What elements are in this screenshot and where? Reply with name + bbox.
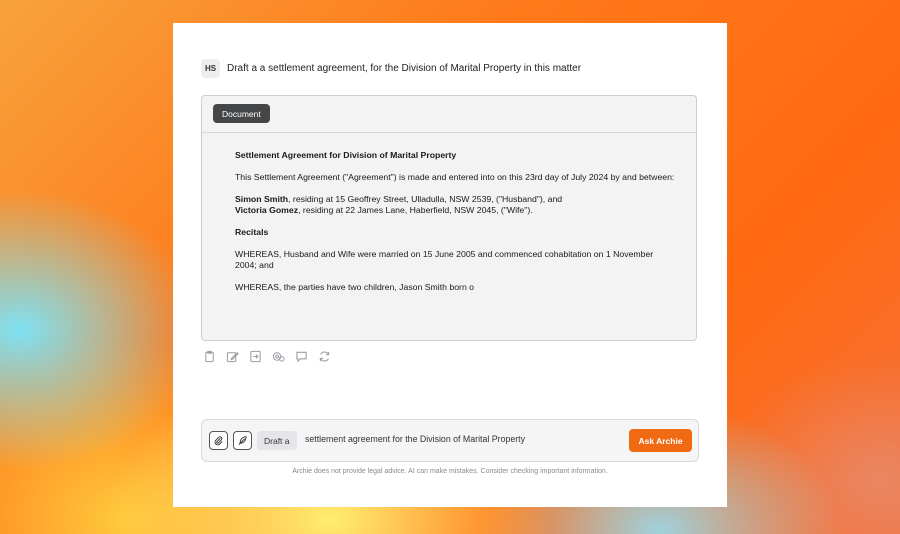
refresh-icon[interactable]: [318, 350, 331, 363]
party-1-name: Simon Smith: [235, 194, 289, 204]
document-body: [235, 150, 675, 293]
feather-icon: [237, 435, 248, 446]
document-intro: This Settlement Agreement ("Agreement") is made and entered into on this 23rd day of July 2024 by and between:: [235, 172, 675, 182]
comment-icon[interactable]: [295, 350, 308, 363]
attach-button[interactable]: [209, 431, 228, 450]
prompt-input[interactable]: settlement agreement for the Division of Marital Property: [305, 434, 526, 444]
clipboard-icon[interactable]: [203, 350, 216, 363]
disclaimer: Archie does not provide legal advice. AI can make mistakes. Consider checking important information.: [292, 468, 608, 475]
paperclip-icon: [213, 435, 224, 446]
party-2-details: , residing at 22 James Lane, Haberfield, NSW 2045, ("Wife").: [298, 205, 533, 215]
export-icon[interactable]: [249, 350, 262, 363]
recital-1: WHEREAS, Husband and Wife were married on 15 June 2005 and commenced cohabitation on 1 November 2004; and: [235, 249, 654, 270]
feather-button[interactable]: [233, 431, 252, 450]
document-card: [201, 95, 697, 341]
user-message-text: Draft a a settlement agreement, for the Division of Marital Property in this matter: [227, 63, 582, 74]
message-actions: [203, 350, 331, 363]
party-1-details: , residing at 15 Geoffrey Street, Ulladulla, NSW 2539, ("Husband"), and: [288, 194, 563, 204]
document-tab[interactable]: Document: [213, 104, 270, 123]
chat-panel: [173, 23, 727, 507]
document-header: [202, 96, 696, 133]
ask-archie-button[interactable]: Ask Archie: [629, 429, 692, 452]
party-2: [235, 205, 675, 216]
recitals-heading: Recitals: [235, 227, 269, 237]
avatar: HS: [201, 59, 220, 78]
document-title: Settlement Agreement for Division of Marital Property: [235, 150, 457, 160]
edit-icon[interactable]: [226, 350, 239, 363]
prompt-chip[interactable]: Draft a: [257, 431, 297, 450]
recital-2: WHEREAS, the parties have two children, Jason Smith born o: [235, 282, 475, 292]
party-2-name: Victoria Gomez: [235, 205, 299, 215]
composer: [201, 419, 699, 462]
user-message: [201, 59, 581, 78]
party-1: [235, 194, 675, 205]
settings-icon[interactable]: [272, 350, 285, 363]
